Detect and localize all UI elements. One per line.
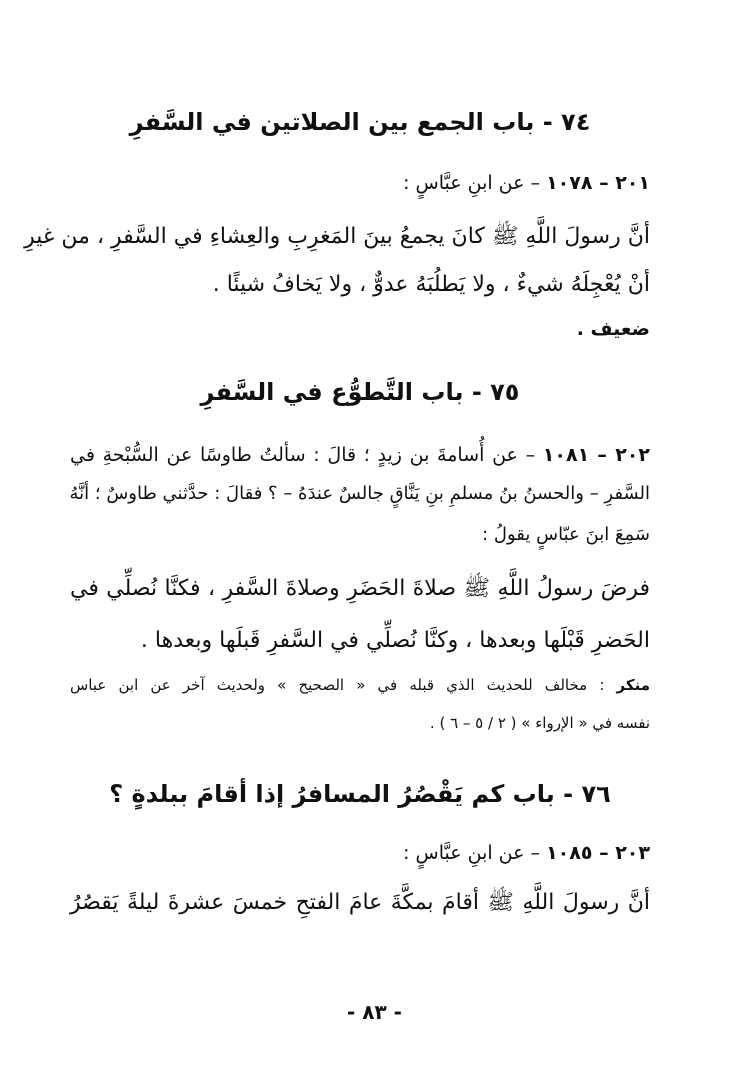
hadith-201-number: ٢٠١ – ١٠٧٨ (546, 172, 650, 194)
hadith-202-isnad-line-3: سَمِعَ ابنَ عبّاسٍ يقولُ : (482, 524, 650, 545)
hadith-202-grade-line-1 (70, 676, 650, 694)
hadith-201-header (70, 172, 650, 194)
chapter-title-74: ٧٤ - باب الجمع بين الصلاتين في السَّفرِ (129, 108, 591, 136)
chapter-title-75: ٧٥ - باب التَّطوُّع في السَّفرِ (200, 378, 520, 406)
hadith-202-grade-word: منكر (616, 676, 650, 694)
hadith-202-grade-rest: : مخالف للحديث الذي قبله في « الصحيح » ولحديث آخر عن ابن عباس (70, 676, 605, 694)
hadith-203-text-line-1: أنَّ رسولَ اللَّهِ ﷺ أقامَ بمكَّةَ عامَ الفتحِ خمسَ عشرةَ ليلةً يَقصُرُ (70, 890, 650, 915)
hadith-203-isnad: – عن ابنِ عبَّاسٍ : (403, 842, 541, 864)
hadith-201-isnad: – عن ابنِ عبَّاسٍ : (403, 172, 541, 194)
hadith-202-header (70, 444, 650, 466)
hadith-202-text-line-2: الحَضرِ قَبْلَها وبعدها ، وكنَّا نُصلِّي في السَّفرِ قَبلَها وبعدها . (140, 628, 650, 653)
page (24, 0, 650, 1089)
page-number: - ٨٣ - (347, 1000, 402, 1024)
hadith-201-grade: ضعيف . (576, 318, 650, 340)
hadith-202-isnad-line-2: السَّفرِ – والحسنُ بنُ مسلمِ بنِ يَنَّاقٍ جالسٌ عندَهُ – ؟ فقالَ : حدَّثني طاوسٌ ؛ أنَّهُ (69, 483, 650, 504)
hadith-202-isnad-line-1: – عن أُسامةَ بن زيدٍ ؛ قالَ : سألتُ طاوسًا عن السُّبْحةِ في (70, 444, 536, 466)
hadith-202-number: ٢٠٢ – ١٠٨١ (542, 444, 650, 466)
hadith-203-number: ٢٠٣ – ١٠٨٥ (546, 842, 650, 864)
hadith-203-header (70, 842, 650, 864)
hadith-201-text-line-2: أنْ يُعْجِلَهُ شيءٌ ، ولا يَطلُبَهُ عدوٌّ ، ولا يَخافُ شيئًا . (212, 272, 650, 297)
chapter-title-76: ٧٦ - باب كم يَقْصُرُ المسافرُ إذا أقامَ ببلدةٍ ؟ (109, 780, 611, 808)
hadith-201-text-line-1: أنَّ رسولَ اللَّهِ ﷺ كانَ يجمعُ بينَ المَغرِبِ والعِشاءِ في السَّفرِ ، من غيرِ (24, 224, 650, 249)
hadith-202-grade-line-2: نفسه في « الإرواء » ( ٢ / ٥ – ٦ ) . (429, 714, 650, 732)
hadith-202-text-line-1: فرضَ رسولُ اللَّهِ ﷺ صلاةَ الحَضَرِ وصلاةَ السَّفرِ ، فكنَّا نُصلِّي في (70, 576, 650, 601)
